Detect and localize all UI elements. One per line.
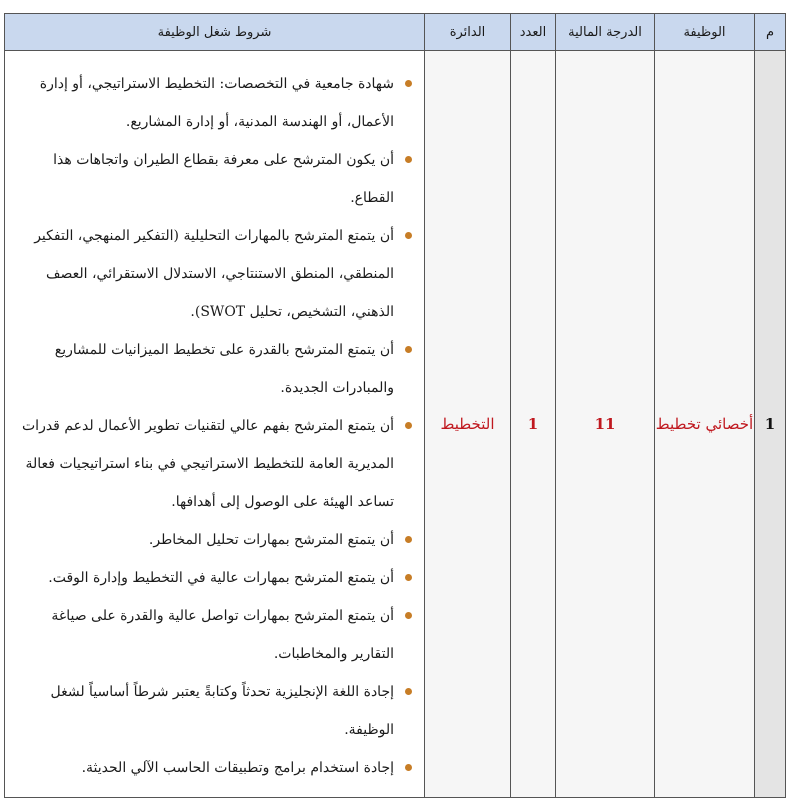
- requirement-item: [15, 65, 412, 141]
- requirement-text: أن يتمتع المترشح بمهارات عالية في التخطيط وإدارة الوقت.: [48, 570, 394, 586]
- bullet-icon: [405, 764, 412, 771]
- bullet-icon: [405, 80, 412, 87]
- bullet-icon: [405, 574, 412, 581]
- requirement-text: أن يتمتع المترشح بالمهارات التحليلية (التفكير المنهجي، التفكير المنطقي، المنطق الاستنتاجي، الاستدلال الاستقرائي، العصف الذهني، التشخيص، تحليل SWOT).: [34, 228, 394, 320]
- requirement-item: [15, 749, 412, 787]
- requirement-text: أن يتمتع المترشح بالقدرة على تخطيط الميزانيات للمشاريع والمبادرات الجديدة.: [54, 342, 394, 396]
- header-grade: الدرجة المالية: [556, 14, 655, 51]
- requirement-text: أن يكون المترشح على معرفة بقطاع الطيران واتجاهات هذا القطاع.: [53, 152, 394, 206]
- requirement-item: [15, 559, 412, 597]
- bullet-icon: [405, 422, 412, 429]
- bullet-icon: [405, 346, 412, 353]
- row-job-title: أخصائي تخطيط: [655, 51, 755, 798]
- row-count: 1: [511, 51, 556, 798]
- requirement-text: أن يتمتع المترشح بمهارات تحليل المخاطر.: [148, 532, 394, 548]
- header-count: العدد: [511, 14, 556, 51]
- requirement-text: أن يتمتع المترشح بمهارات تواصل عالية والقدرة على صياغة التقارير والمخاطبات.: [51, 608, 394, 662]
- bullet-icon: [405, 232, 412, 239]
- requirement-item: [15, 597, 412, 673]
- requirement-text: إجادة استخدام برامج وتطبيقات الحاسب الآلي الحديثة.: [81, 760, 394, 776]
- row-requirements: [5, 51, 425, 798]
- job-requirements-table: [4, 13, 786, 798]
- requirement-item: [15, 217, 412, 331]
- table-row: [5, 51, 786, 798]
- bullet-icon: [405, 688, 412, 695]
- row-num: 1: [755, 51, 786, 798]
- bullet-icon: [405, 612, 412, 619]
- bullet-icon: [405, 536, 412, 543]
- header-requirements: شروط شغل الوظيفة: [5, 14, 425, 51]
- bullet-icon: [405, 156, 412, 163]
- requirement-item: [15, 331, 412, 407]
- requirements-list: [15, 65, 412, 787]
- header-job: الوظيفة: [655, 14, 755, 51]
- requirement-text: أن يتمتع المترشح بفهم عالي لتقنيات تطوير الأعمال لدعم قدرات المديرية العامة للتخطيط الاستراتيجي في بناء استراتيجيات فعالة تساعد الهيئة على الوصول إلى أهدافها.: [22, 418, 394, 510]
- table-header-row: [5, 14, 786, 51]
- requirement-item: [15, 407, 412, 521]
- requirement-item: [15, 521, 412, 559]
- row-department: التخطيط: [425, 51, 511, 798]
- requirement-item: [15, 141, 412, 217]
- job-requirements-table-wrapper: [4, 13, 786, 798]
- row-grade: 11: [556, 51, 655, 798]
- header-num: م: [755, 14, 786, 51]
- requirement-text: إجادة اللغة الإنجليزية تحدثاً وكتابةً يعتبر شرطاً أساسياً لشغل الوظيفة.: [50, 684, 394, 738]
- requirement-text: شهادة جامعية في التخصصات: التخطيط الاستراتيجي، أو إدارة الأعمال، أو الهندسة المدنية، أو إدارة المشاريع.: [39, 76, 394, 130]
- header-department: الدائرة: [425, 14, 511, 51]
- requirement-item: [15, 673, 412, 749]
